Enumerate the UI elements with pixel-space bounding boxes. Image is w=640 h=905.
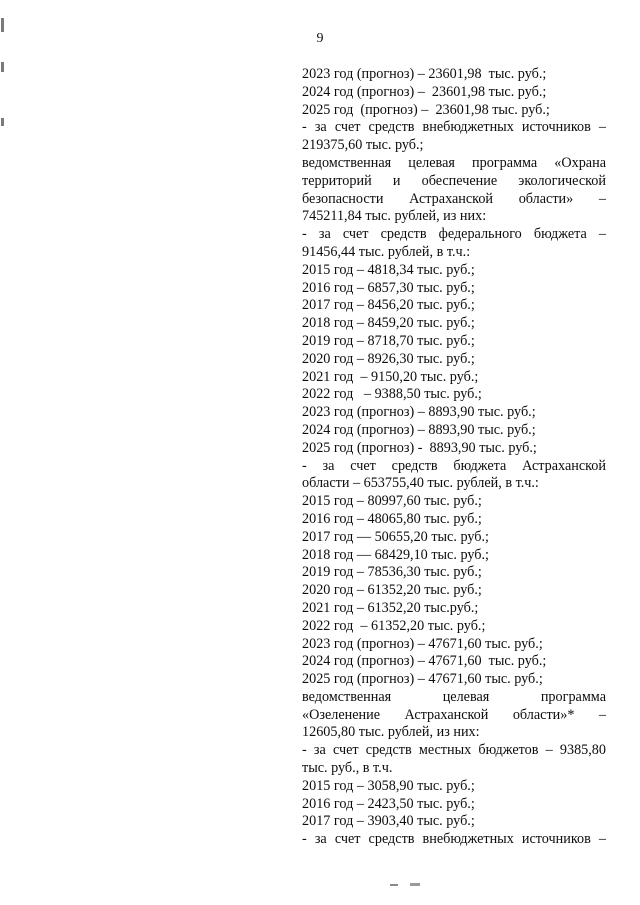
text-line: 2025 год (прогноз) - 8893,90 тыс. руб.; [302,439,537,456]
text-line: - за счет средств бюджета Астраханской [302,457,606,474]
text-line: тыс. руб., в т.ч. [302,760,393,777]
text-line: - за счет средств местных бюджетов – 9385,80 [302,742,606,759]
scan-mark [1,62,4,72]
text-line: территорий и обеспечение экологической [302,172,606,189]
text-line: 2016 год – 2423,50 тыс. руб.; [302,795,475,812]
text-line: 2024 год (прогноз) – 23601,98 тыс. руб.; [302,83,547,100]
text-line: 2019 год – 78536,30 тыс. руб.; [302,564,482,581]
text-line: - за счет средств внебюджетных источников – [302,119,606,136]
text-line: 2016 год – 48065,80 тыс. руб.; [302,510,482,527]
text-line: 2016 год – 6857,30 тыс. руб.; [302,279,475,296]
text-line: ведомственная целевая программа «Охрана [302,154,606,171]
scan-mark [1,118,4,126]
text-line: 745211,84 тыс. рублей, из них: [302,208,487,225]
page-number: 9 [316,31,324,46]
body-text-column [302,66,606,849]
text-line: 2022 год – 9388,50 тыс. руб.; [302,386,482,403]
text-line: 91456,44 тыс. рублей, в т.ч.: [302,243,471,260]
text-line: 2024 год (прогноз) – 47671,60 тыс. руб.; [302,653,547,670]
text-line: безопасности Астраханской области» – [302,190,606,207]
text-line: области – 653755,40 тыс. рублей, в т.ч.: [302,475,539,492]
text-line: 2015 год – 3058,90 тыс. руб.; [302,777,475,794]
text-line: ведомственная целевая программа [302,688,606,705]
left-margin-scan-marks [0,0,14,905]
text-line: 219375,60 тыс. руб.; [302,137,424,154]
text-line: 2020 год – 8926,30 тыс. руб.; [302,350,475,367]
text-line: 2025 год (прогноз) – 47671,60 тыс. руб.; [302,671,543,688]
text-line: 2019 год – 8718,70 тыс. руб.; [302,332,475,349]
text-line: 2015 год – 80997,60 тыс. руб.; [302,493,482,510]
text-line: «Озеленение Астраханской области»* – [302,706,606,723]
text-line: 2021 год – 61352,20 тыс.руб.; [302,599,479,616]
text-line: 2023 год (прогноз) – 8893,90 тыс. руб.; [302,404,536,421]
text-line: 12605,80 тыс. рублей, из них: [302,724,480,741]
text-line: - за счет средств внебюджетных источников – [302,831,606,848]
text-line: 2023 год (прогноз) – 47671,60 тыс. руб.; [302,635,543,652]
text-line: 2023 год (прогноз) – 23601,98 тыс. руб.; [302,66,547,82]
text-line: 2018 год – 8459,20 тыс. руб.; [302,315,475,332]
text-line: 2018 год — 68429,10 тыс. руб.; [302,546,489,563]
text-line: 2017 год – 3903,40 тыс. руб.; [302,813,475,830]
scan-smudge [388,882,440,888]
text-line: 2020 год – 61352,20 тыс. руб.; [302,582,482,599]
text-line: - за счет средств федерального бюджета – [302,226,606,243]
text-line: 2024 год (прогноз) – 8893,90 тыс. руб.; [302,421,536,438]
text-line: 2025 год (прогноз) – 23601,98 тыс. руб.; [302,101,550,118]
text-line: 2017 год — 50655,20 тыс. руб.; [302,528,489,545]
text-line: 2015 год – 4818,34 тыс. руб.; [302,261,475,278]
text-line: 2022 год – 61352,20 тыс. руб.; [302,617,486,634]
text-line: 2017 год – 8456,20 тыс. руб.; [302,297,475,314]
text-line: 2021 год – 9150,20 тыс. руб.; [302,368,479,385]
